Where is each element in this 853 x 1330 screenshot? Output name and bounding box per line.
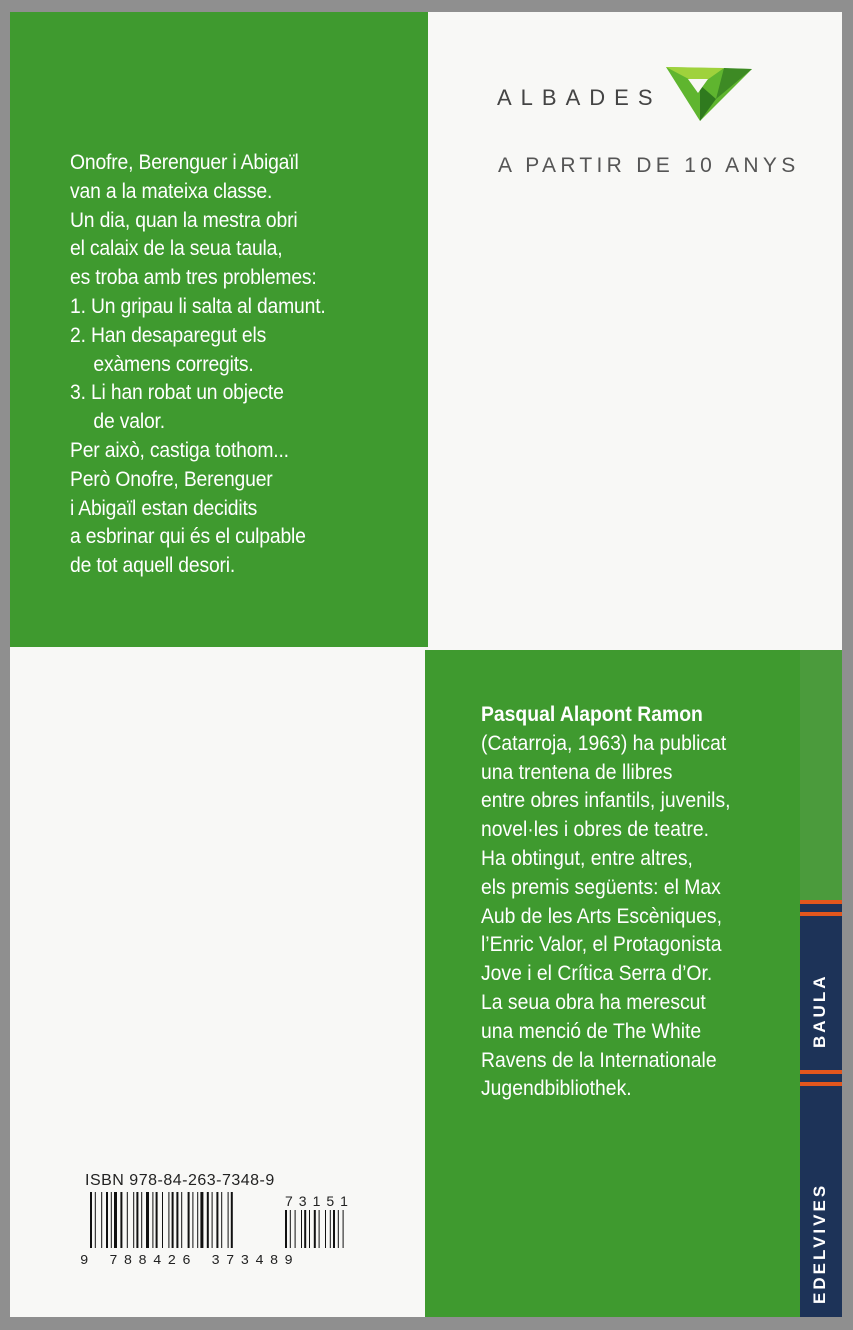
series-brand	[497, 67, 756, 128]
synopsis-line: es troba amb tres problemes:	[70, 265, 317, 290]
spine-stripe	[800, 912, 842, 916]
series-name: BAULA	[810, 973, 829, 1048]
barcode-addon-number: 73151	[285, 1193, 354, 1209]
synopsis-line: 2. Han desaparegut els	[70, 322, 267, 347]
synopsis-line: 1. Un gripau li salta al damunt.	[70, 293, 326, 318]
isbn-label: ISBN 978-84-263-7348-9	[85, 1172, 275, 1189]
bio-line: Aub de les Arts Escèniques,	[481, 903, 722, 928]
bio-line: Ha obtingut, entre altres,	[481, 845, 693, 870]
author-name: Pasqual Alapont Ramon	[481, 702, 703, 726]
spine-strip	[800, 650, 842, 1317]
synopsis-line: a esbrinar qui és el culpable	[70, 524, 306, 549]
publisher-name: EDELVIVES	[810, 1182, 829, 1304]
bio-line: La seua obra ha merescut	[481, 989, 706, 1014]
synopsis-text	[70, 148, 421, 580]
synopsis-line: Però Onofre, Berenguer	[70, 466, 273, 491]
author-bio	[481, 700, 805, 1103]
bio-line: Jugendbibliothek.	[481, 1076, 632, 1101]
synopsis-line: Per això, castiga tothom...	[70, 437, 289, 462]
bio-line: una menció de The White	[481, 1018, 702, 1043]
bio-line: Ravens de la Internationale	[481, 1047, 717, 1072]
synopsis-line: Un dia, quan la mestra obri	[70, 207, 298, 232]
synopsis-line: Onofre, Berenguer i Abigaïl	[70, 150, 299, 174]
synopsis-line: exàmens corregits.	[93, 351, 254, 376]
bio-line: els premis següents: el Max	[481, 874, 721, 899]
bio-line: (Catarroja, 1963) ha publicat	[481, 730, 727, 755]
bio-line: Jove i el Crítica Serra d’Or.	[481, 961, 713, 986]
spine-stripe	[800, 1082, 842, 1086]
synopsis-line: de valor.	[93, 409, 165, 434]
spine-stripe	[800, 1070, 842, 1074]
synopsis-line: i Abigaïl estan decidits	[70, 495, 258, 520]
bio-line: una trentena de llibres	[481, 759, 673, 784]
bio-line: novel·les i obres de teatre.	[481, 817, 710, 842]
synopsis-line: van a la mateixa classe.	[70, 178, 273, 203]
bio-line: l’Enric Valor, el Protagonista	[481, 932, 722, 957]
brand-name: ALBADES	[497, 84, 662, 110]
barcode-digits: 9 788426 373489	[80, 1253, 300, 1269]
spine-stripe	[800, 900, 842, 904]
bio-line: entre obres infantils, juvenils,	[481, 788, 731, 813]
book-back-cover	[10, 12, 842, 1317]
synopsis-line: 3. Li han robat un objecte	[70, 380, 284, 405]
green-arrow-a-logo-icon	[664, 63, 756, 128]
synopsis-line: el calaix de la seua taula,	[70, 236, 283, 261]
age-recommendation: A PARTIR DE 10 ANYS	[498, 154, 800, 177]
synopsis-line: de tot aquell desori.	[70, 553, 236, 578]
